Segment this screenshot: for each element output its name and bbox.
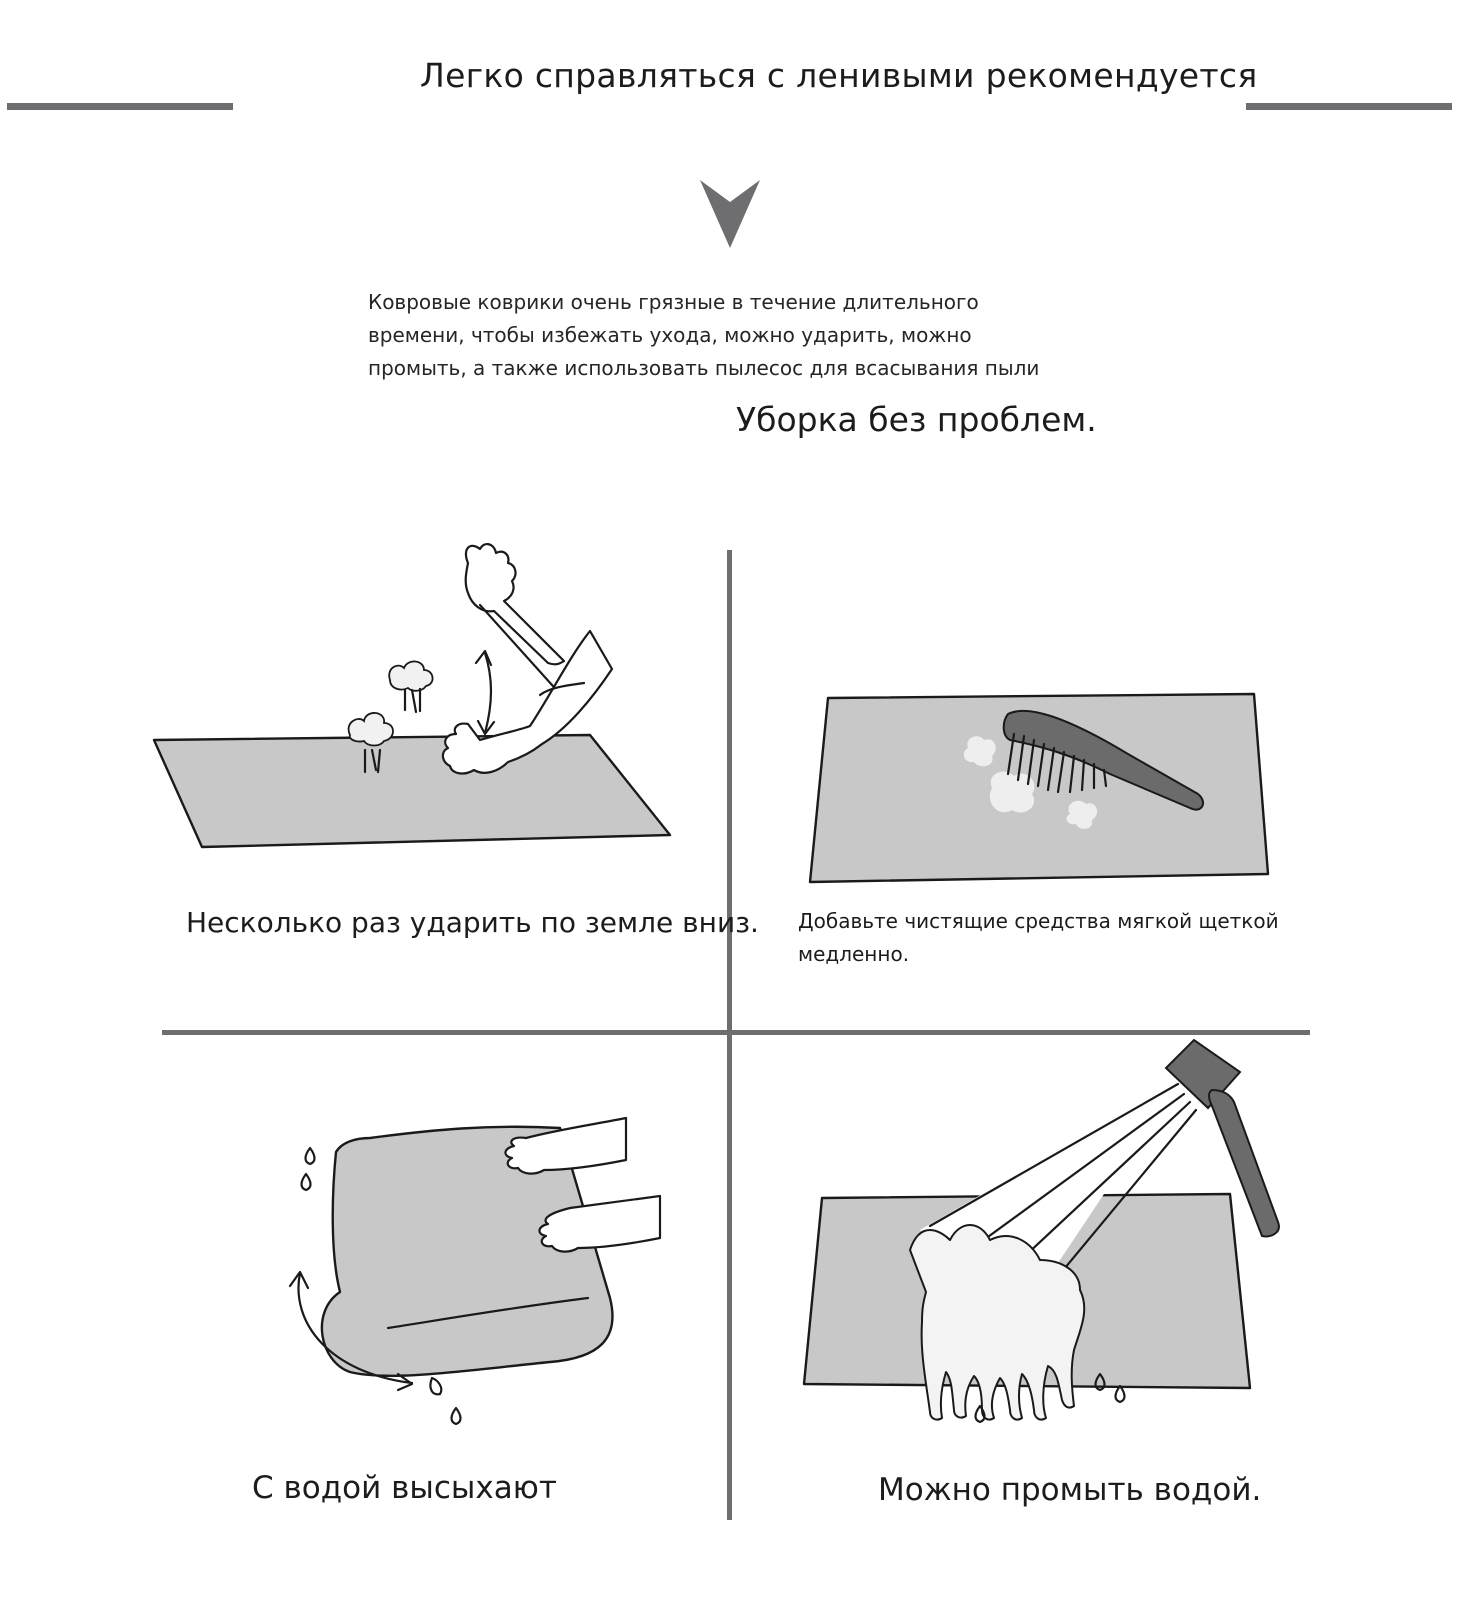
- step-2-caption-line: Добавьте чистящие средства мягкой щеткой: [798, 909, 1279, 933]
- brush-rug-illustration: [808, 690, 1268, 890]
- step-1-caption: Несколько раз ударить по земле вниз.: [186, 906, 759, 939]
- page-title: Легко справляться с ленивыми рекомендуется: [420, 56, 1258, 95]
- rinse-rug-illustration: [800, 1050, 1280, 1450]
- header-rule-right: [1246, 103, 1452, 110]
- step-4-caption: Можно промыть водой.: [878, 1472, 1262, 1508]
- intro-line: времени, чтобы избежать ухода, можно ударить, можно: [368, 323, 972, 347]
- dry-rug-illustration: [280, 1118, 700, 1438]
- step-2-caption-line: медленно.: [798, 942, 910, 966]
- down-triangle-icon: [700, 180, 764, 250]
- up-down-arrow-icon: [476, 651, 494, 734]
- grid-divider-horizontal: [162, 1030, 1310, 1035]
- intro-line: промыть, а также использовать пылесос для всасывания пыли: [368, 356, 1040, 380]
- step-3-caption: С водой высыхают: [252, 1470, 557, 1506]
- intro-line: Ковровые коврики очень грязные в течение длительного: [368, 290, 979, 314]
- grid-divider-vertical: [727, 550, 732, 1520]
- beat-rug-illustration: [150, 545, 710, 865]
- intro-text: [368, 286, 1088, 385]
- section-subtitle: Уборка без проблем.: [736, 400, 1097, 439]
- header-rule-left: [7, 103, 233, 110]
- step-2-caption: [798, 905, 1279, 971]
